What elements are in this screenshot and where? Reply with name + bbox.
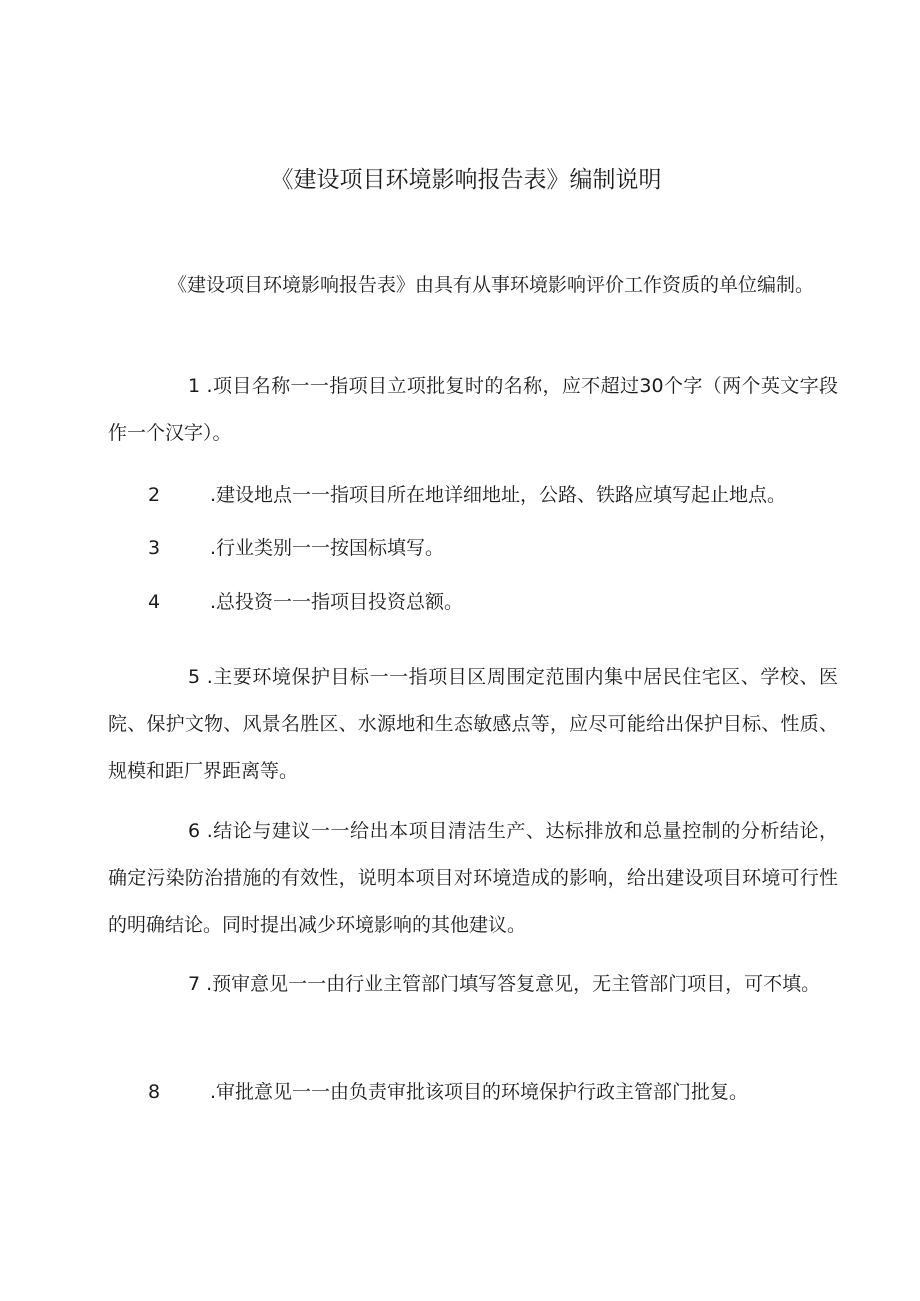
list-item-3 (108, 525, 444, 572)
list-item-6 (108, 808, 838, 949)
item-number: 4 (148, 591, 161, 613)
item-text: .预审意见一一由行业主管部门填写答复意见，无主管部门项目，可不填。 (206, 973, 821, 995)
item-number: 1 (188, 375, 201, 397)
item-text: .结论与建议一一给出本项目清洁生产、达标排放和总量控制的分析结论，确定污染防治措施的有效性，说明本项目对环境造成的影响，给出建设项目环境可行性的明确结论。同时提出减少环境影响的其他建议。 (108, 820, 839, 936)
list-item-2 (108, 472, 786, 519)
item-number: 3 (148, 537, 161, 559)
item-number: 2 (148, 484, 161, 506)
list-item-1 (108, 363, 838, 457)
list-item-7 (108, 961, 838, 1008)
list-item-8 (108, 1069, 748, 1116)
list-item-4 (108, 579, 463, 626)
item-text: .主要环境保护目标一一指项目区周围定范围内集中居民住宅区、学校、医院、保护文物、风景名胜区、水源地和生态敏感点等，应尽可能给出保护目标、性质、规模和距厂界距离等。 (108, 666, 839, 782)
item-number: 8 (148, 1081, 161, 1103)
document-title: 《建设项目环境影响报告表》编制说明 (270, 167, 662, 193)
item-number: 5 (188, 666, 201, 688)
item-text: .行业类别一一按国标填写。 (210, 537, 445, 559)
item-text: .建设地点一一指项目所在地详细地址，公路、铁路应填写起止地点。 (210, 484, 787, 506)
item-text: .总投资一一指项目投资总额。 (210, 591, 464, 613)
intro-paragraph (108, 262, 838, 309)
item-text: .审批意见一一由负责审批该项目的环境保护行政主管部门批复。 (210, 1081, 749, 1103)
item-number: 6 (188, 820, 201, 842)
intro-text: 《建设项目环境影响报告表》由具有从事环境影响评价工作资质的单位编制。 (168, 274, 815, 296)
item-text: .项目名称一一指项目立项批复时的名称，应不超过30个字（两个英文字段作一个汉字）。 (108, 375, 839, 444)
list-item-5 (108, 654, 838, 795)
item-number: 7 (188, 973, 201, 995)
